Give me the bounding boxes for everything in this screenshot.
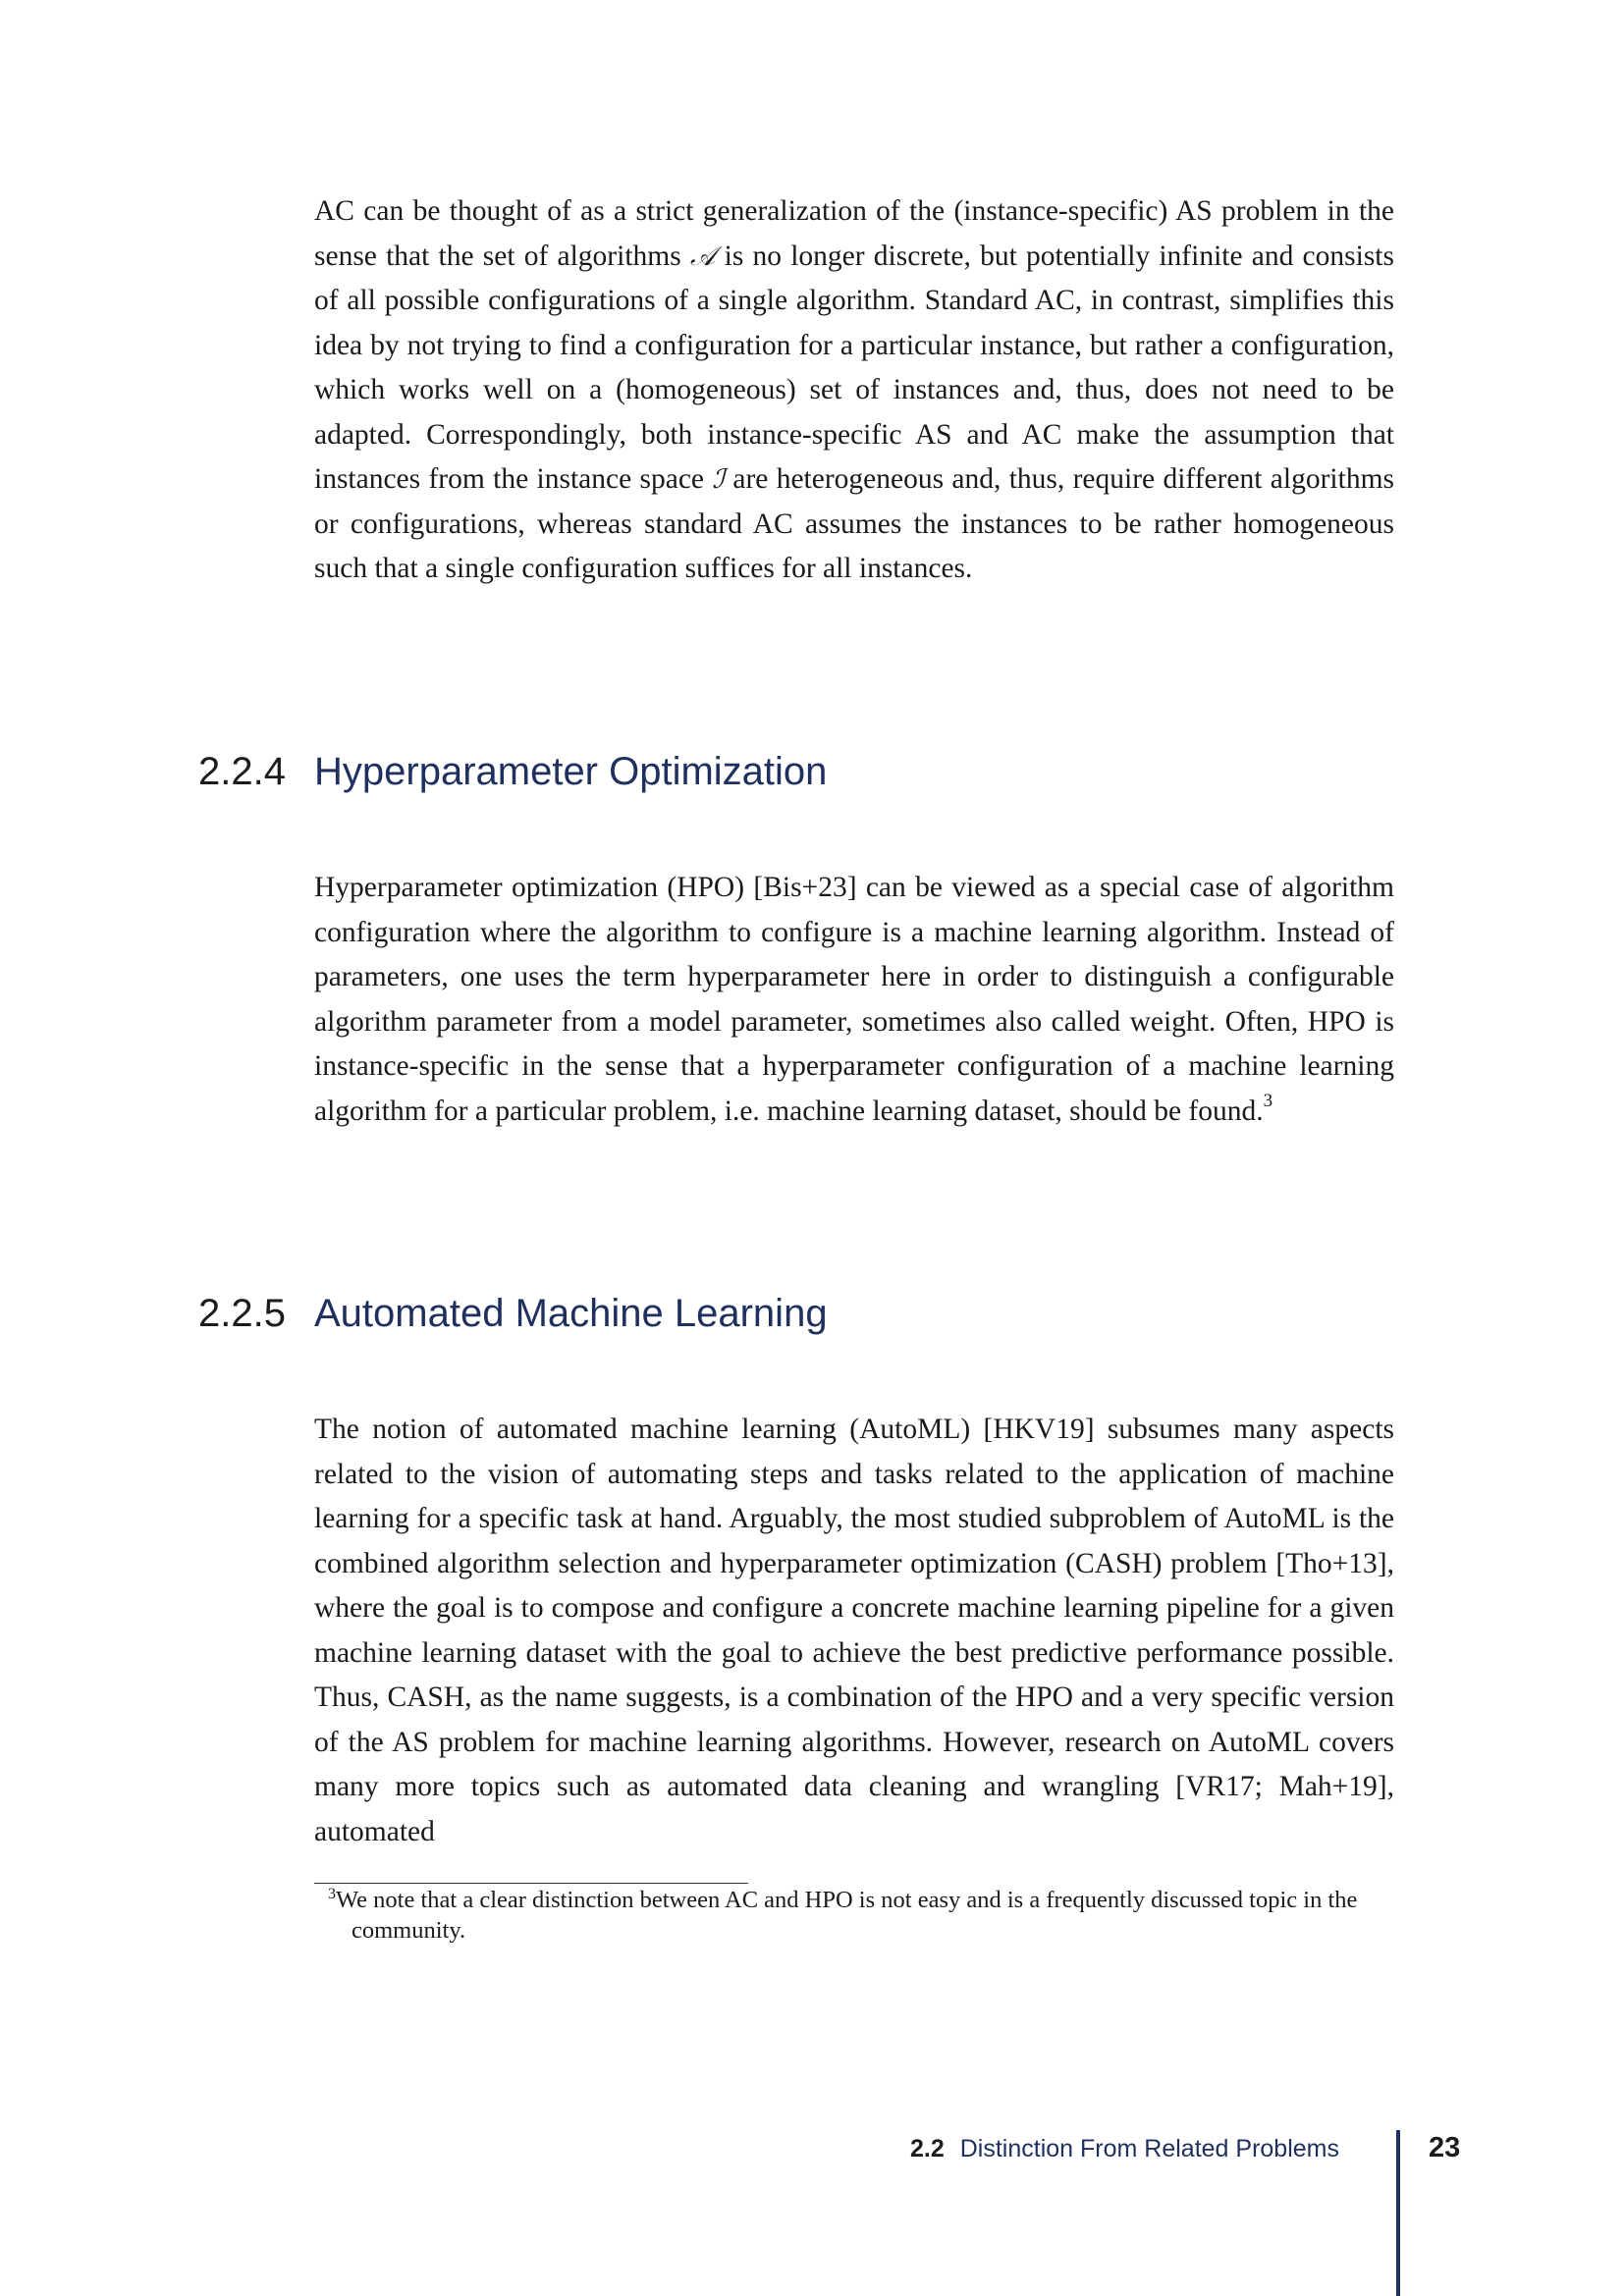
section-number: 2.2.5 bbox=[198, 1292, 286, 1335]
section-heading-hpo bbox=[198, 748, 827, 795]
intro-text-part2: is no longer discrete, but potentially infinite and consists of all possible configurations of a single algorithm. Standard AC, in contrast, simplifies this idea by not trying to find a configuration for a particular instance, but rather a configuration, which works well on a (homogeneous) set of instances and, thus, does not need to be adapted. Correspondingly, both instance-specific AS and AC make the assumption that instances from the instance space bbox=[314, 240, 1394, 495]
instance-space-symbol: ℐ bbox=[712, 464, 726, 495]
intro-paragraph bbox=[314, 189, 1394, 592]
section-number: 2.2.4 bbox=[198, 750, 286, 793]
footer-section-title: Distinction From Related Problems bbox=[959, 2135, 1339, 2163]
footnote-marker: 3 bbox=[328, 1885, 336, 1902]
intro-text-part1: AC can be thought of as a strict generalization of the (instance-specific) AS problem in the sense that the set of algorithms bbox=[314, 195, 1394, 272]
hpo-paragraph bbox=[314, 866, 1394, 1134]
section-title: Automated Machine Learning bbox=[314, 1292, 828, 1335]
section-heading-automl bbox=[198, 1290, 828, 1337]
intro-text-part3: are heterogeneous and, thus, require different algorithms or configurations, whereas standard AC assumes the instances to be rather homogeneous such that a single configuration suffices for all instances. bbox=[314, 463, 1394, 584]
page-number: 23 bbox=[1429, 2132, 1461, 2163]
algorithm-set-symbol: 𝒜 bbox=[689, 240, 716, 272]
footer-accent-bar bbox=[1396, 2130, 1400, 2296]
section-title: Hyperparameter Optimization bbox=[314, 750, 828, 793]
automl-paragraph: The notion of automated machine learning (AutoML) [HKV19] subsumes many aspects related to the vision of automating steps and tasks related to the application of machine learning for a specific task at hand. Arguably, the most studied subproblem of AutoML is the combined algorithm selection and hyperparameter optimization (CASH) problem [Tho+13], where the goal is to compose and configure a concrete machine learning pipeline for a given machine learning dataset with the goal to achieve the best predictive performance possible. Thus, CASH, as the name suggests, is a combination of the HPO and a very specific version of the AS problem for machine learning algorithms. However, research on AutoML covers many more topics such as automated data cleaning and wrangling [VR17; Mah+19], automated bbox=[314, 1414, 1394, 1847]
footnote-text: We note that a clear distinction between AC and HPO is not easy and is a frequently discussed topic in the community. bbox=[336, 1887, 1358, 1944]
footnote-divider bbox=[314, 1883, 748, 1884]
footnote bbox=[328, 1885, 1418, 1946]
running-footer bbox=[910, 2134, 1339, 2163]
hpo-paragraph-text: Hyperparameter optimization (HPO) [Bis+23] can be viewed as a special case of algorithm configuration where the algorithm to configure is a machine learning algorithm. Instead of parameters, one uses the term hyperparameter here in order to distinguish a configurable algorithm parameter from a model parameter, sometimes also called weight. Often, HPO is instance-specific in the sense that a hyperparameter configuration of a machine learning algorithm for a particular problem, i.e. machine learning dataset, should be found. bbox=[314, 872, 1394, 1127]
footnote-reference[interactable]: 3 bbox=[1263, 1090, 1273, 1111]
footer-section-number: 2.2 bbox=[909, 2135, 945, 2163]
